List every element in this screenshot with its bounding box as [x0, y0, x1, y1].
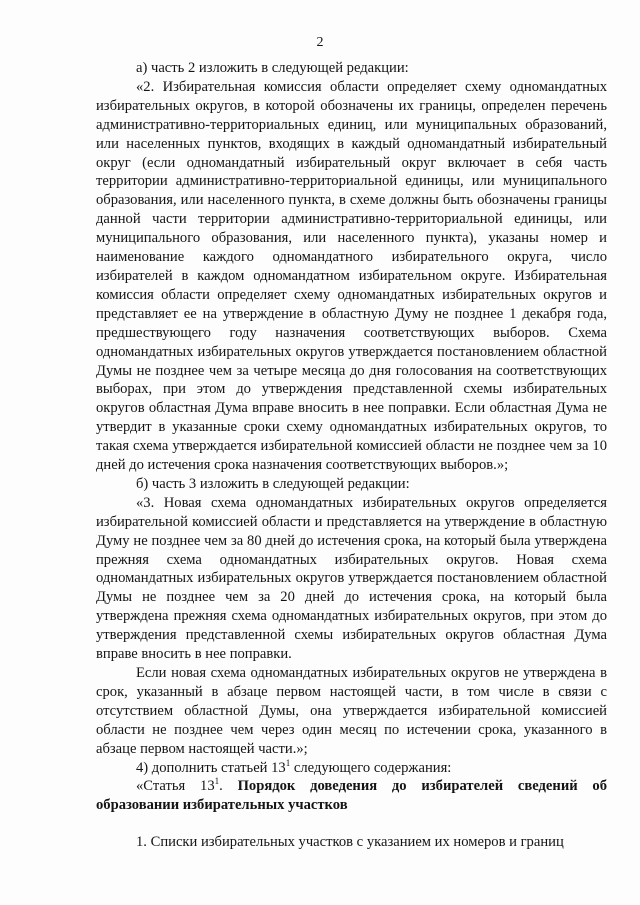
article-number-dot: .	[219, 778, 238, 795]
page-number: 2	[316, 35, 324, 50]
article-title: Порядок доведения до избирателей сведений об образовании избирательных участков	[96, 778, 608, 814]
item-4-prefix: 4) дополнить статьей 13	[136, 759, 286, 776]
paragraph-part-3-second: Если новая схема одномандатных избирательных округов не утверждена в срок, указанный в абзаце первом настоящей части, в том числе в связи с отсутствием областной Думы, она утверждается избирательной комиссией области не позднее чем через один месяц по истечении срока, указанного в абзаце первом настоящей части.»;	[96, 665, 607, 757]
paragraph-item-4	[96, 759, 607, 778]
paragraph-part-3-intro: б) часть 3 изложить в следующей редакции:	[136, 475, 410, 492]
document-body	[96, 59, 607, 852]
paragraph-part-3-text: «3. Новая схема одномандатных избирательных округов определяется избирательной комиссией области и представляется на утверждение в областную Думу не позднее чем за 80 дней до истечения срока, на который была утверждена прежняя схема одномандатных избирательных округов. Новая схема одномандатных избирательных округов утверждается постановлением областной Думы не позднее чем за 20 дней до истечения срока, на который была утверждена прежняя схема одномандатных избирательных округов, при этом до утверждения представленной схемы избирательных округов областная Дума вправе вносить в нее поправки.	[96, 494, 607, 663]
article-number-prefix: «Статья 13	[136, 778, 215, 795]
paragraph-part-2-text: «2. Избирательная комиссия области определяет схему одномандатных избирательных округов, в которой обозначены их границы, определен перечень административно-территориальных единиц, или муниципальных образований, или населенных пунктов, входящих в каждый одномандатный избирательный округ (если одномандатный избирательный округ включает в себя часть территории административно-территориальной единицы, или муниципального образования, или населенного пункта, в схеме должны быть обозначены границы данной части территории административно-территориальной единицы, или муниципального образования, или населенного пункта), указаны номер и наименование каждого одномандатного избирательного округа, число избирателей в каждом одномандатном избирательном округе. Избирательная комиссия области определяет схему одномандатных избирательных округов и представляет ее на утверждение в областную Думу не позднее 1 декабря года, предшествующего году назначения соответствующих выборов. Схема одномандатных избирательных округов утверждается постановлением областной Думы не позднее чем за четыре месяца до дня голосования на соответствующих выборах, при этом до утверждения представленной схемы избирательных округов областная Дума вправе вносить в нее поправки. Если областная Дума не утвердит в указанные сроки схему одномандатных избирательных округов, то такая схема утверждается избирательной комиссией области не позднее чем за 10 дней до истечения срока назначения соответствующих выборов.»;	[96, 78, 607, 474]
item-4-suffix: следующего содержания:	[290, 759, 452, 776]
paragraph-part-2-intro: а) часть 2 изложить в следующей редакции:	[136, 60, 409, 76]
item-4-superscript: 1	[285, 757, 291, 768]
article-heading	[96, 777, 607, 815]
paragraph-article-point-1: 1. Списки избирательных участков с указанием их номеров и границ	[136, 834, 564, 851]
article-number-superscript: 1	[214, 776, 220, 787]
